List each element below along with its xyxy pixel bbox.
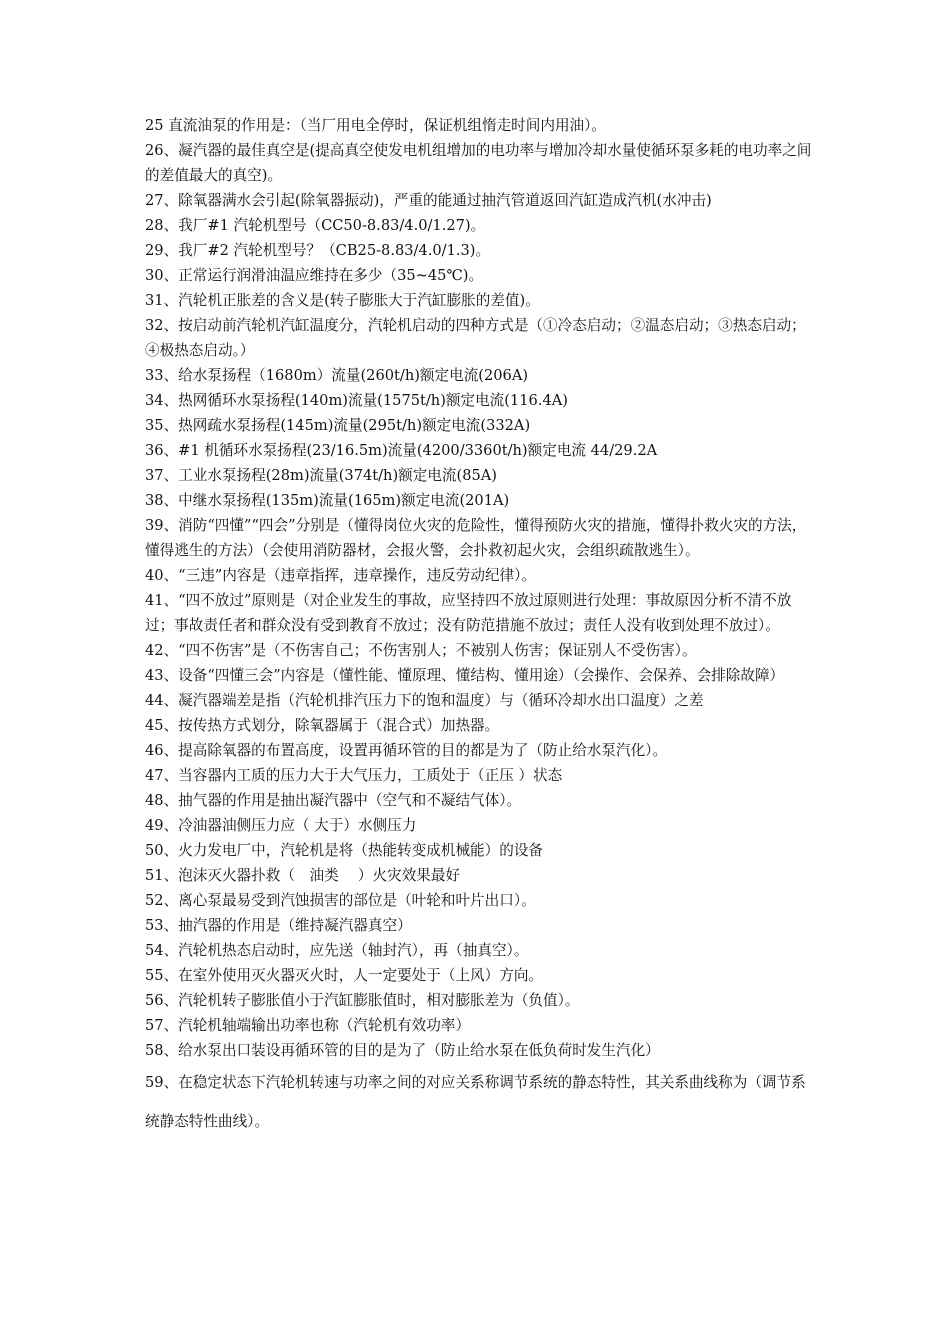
list-item: 44、凝汽器端差是指（汽轮机排汽压力下的饱和温度）与（循环冷却水出口温度）之差 (145, 692, 704, 709)
list-item: 36、#1 机循环水泵扬程(23/16.5m)流量(4200/3360t/h)额定电流 44/29.2A (145, 442, 658, 459)
list-item: 52、离心泵最易受到汽蚀损害的部位是（叶轮和叶片出口）。 (145, 892, 536, 909)
list-item: 39、消防“四懂”“四会”分别是（懂得岗位火灾的危险性，懂得预防火灾的措施，懂得扑救火灾的方法，懂得逃生的方法）（会使用消防器材，会报火警，会扑救初起火灾，会组织疏散逃生）。 (145, 517, 807, 559)
list-item: 53、抽汽器的作用是（维持凝汽器真空） (145, 917, 412, 934)
list-item: 54、汽轮机热态启动时，应先送（轴封汽），再（抽真空）。 (145, 942, 529, 959)
list-item: 42、“四不伤害”是（不伤害自己；不伤害别人；不被别人伤害；保证别人不受伤害）。 (145, 642, 697, 659)
list-item: 33、给水泵扬程（1680m）流量(260t/h)额定电流(206A) (145, 367, 529, 384)
list-item: 26、凝汽器的最佳真空是(提高真空使发电机组增加的电功率与增加冷却水量使循环泵多耗的电功率之间的差值最大的真空)。 (145, 142, 812, 184)
list-item: 57、汽轮机轴端输出功率也称（汽轮机有效功率） (145, 1017, 471, 1034)
list-item: 38、中继水泵扬程(135m)流量(165m)额定电流(201A) (145, 492, 510, 509)
list-item: 32、按启动前汽轮机汽缸温度分，汽轮机启动的四种方式是（①冷态启动；②温态启动；③热态启动；④极热态启动。） (145, 317, 806, 359)
list-item: 46、提高除氧器的布置高度，设置再循环管的目的都是为了（防止给水泵汽化）。 (145, 742, 668, 759)
list-item: 28、我厂#1 汽轮机型号（CC50-8.83/4.0/1.27)。 (145, 217, 486, 234)
list-item: 56、汽轮机转子膨胀值小于汽缸膨胀值时，相对膨胀差为（负值）。 (145, 992, 580, 1009)
list-item: 34、热网循环水泵扬程(140m)流量(1575t/h)额定电流(116.4A) (145, 392, 568, 409)
list-item: 49、冷油器油侧压力应（ 大于）水侧压力 (145, 817, 417, 834)
list-item: 31、汽轮机正胀差的含义是(转子膨胀大于汽缸膨胀的差值)。 (145, 292, 540, 309)
list-item: 55、在室外使用灭火器灭火时，人一定要处于（上风）方向。 (145, 967, 544, 984)
list-item: 29、我厂#2 汽轮机型号？（CB25-8.83/4.0/1.3)。 (145, 242, 491, 259)
question-list (145, 113, 817, 1141)
list-item: 43、设备“四懂三会”内容是（懂性能、懂原理、懂结构、懂用途）（会操作、会保养、会排除故障） (145, 667, 785, 684)
list-item: 51、泡沫灭火器扑救（ 油类 ）火灾效果最好 (145, 867, 461, 884)
list-item: 37、工业水泵扬程(28m)流量(374t/h)额定电流(85A) (145, 467, 498, 484)
list-item: 47、当容器内工质的压力大于大气压力，工质处于（正压 ）状态 (145, 767, 563, 784)
list-item: 25 直流油泵的作用是：（当厂用电全停时，保证机组惰走时间内用油）。 (145, 117, 607, 134)
list-item: 30、正常运行润滑油温应维持在多少（35~45℃)。 (145, 267, 484, 284)
list-item: 50、火力发电厂中，汽轮机是将（热能转变成机械能）的设备 (145, 842, 544, 859)
list-item: 35、热网疏水泵扬程(145m)流量(295t/h)额定电流(332A) (145, 417, 531, 434)
list-item: 41、“四不放过”原则是（对企业发生的事故，应坚持四不放过原则进行处理：事故原因分析不清不放过；事故责任者和群众没有受到教育不放过；没有防范措施不放过；责任人没有收到处理不放过）。 (145, 592, 792, 634)
list-item: 27、除氧器满水会引起(除氧器振动)，严重的能通过抽汽管道返回汽缸造成汽机(水冲击) (145, 192, 712, 209)
list-item: 45、按传热方式划分，除氧器属于（混合式）加热器。 (145, 717, 500, 734)
list-item: 58、给水泵出口装设再循环管的目的是为了（防止给水泵在低负荷时发生汽化） (145, 1042, 660, 1059)
list-item: 59、在稳定状态下汽轮机转速与功率之间的对应关系称调节系统的静态特性，其关系曲线称为（调节系统静态特性曲线）。 (145, 1074, 806, 1130)
list-item: 40、“三违”内容是（违章指挥，违章操作，违反劳动纪律）。 (145, 567, 537, 584)
list-item: 48、抽气器的作用是抽出凝汽器中（空气和不凝结气体）。 (145, 792, 522, 809)
